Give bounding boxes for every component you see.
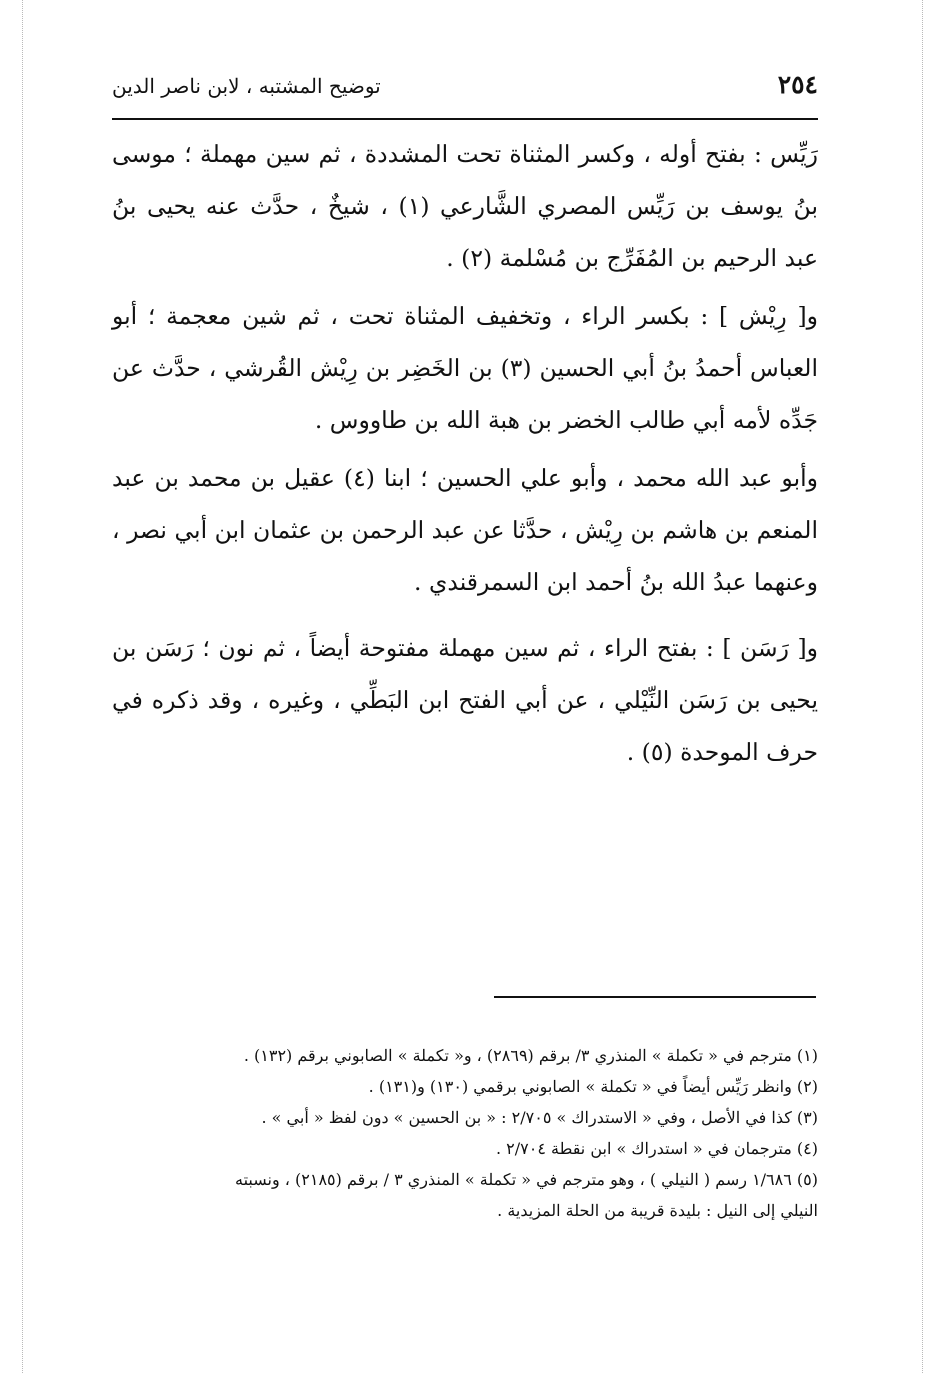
footnote-2 [112,1071,818,1102]
paragraph-raysh: و[ رِيْش ] : بكسر الراء ، وتخفيف المثناة تحت ، ثم شين معجمة ؛ أبو العباس أحمدُ بنُ أبي الحسين (٣) بن الخَضِر بن رِيْش القُرشي ، حدَّث عن جَدِّه لأمه أبي طالب الخضر بن هبة الله بن طاووس . [112,302,818,434]
footnotes [112,1040,818,1226]
footnote-continuation: النيلي إلى النيل : بليدة قريبة من الحلة المزيدية . [497,1201,818,1220]
footnote-3 [112,1102,818,1133]
footnote-1 [112,1040,818,1071]
header-rule [112,118,818,120]
footnote-4 [112,1133,818,1164]
paragraph-raysh-continued: وأبو عبد الله محمد ، وأبو علي الحسين ؛ ابنا (٤) عقيل بن محمد بن عبد المنعم بن هاشم بن رِيْش ، حدَّثا عن عبد الرحمن بن عثمان ابن أبي نصر ، وعنهما عبدُ الله بنُ أحمد ابن السمرقندي . [112,464,818,596]
running-title: توضيح المشتبه ، لابن ناصر الدين [112,74,381,98]
right-scan-guide [922,0,923,1373]
page-number: ٢٥٤ [777,70,818,99]
paragraph-rayyis: رَيِّس : بفتح أوله ، وكسر المثناة تحت المشددة ، ثم سين مهملة ؛ موسى بنُ يوسف بن رَيِّس المصري الشَّارعي (١) ، شيخٌ ، حدَّث عنه يحيى بنُ عبد الرحيم بن المُفَرِّج بن مُسْلمة (٢) . [112,140,818,272]
footnote-text: (١) مترجم في « تكملة » المنذري ٣/ برقم (٢٨٦٩) ، و« تكملة » الصابوني برقم (١٣٢) . [243,1046,818,1065]
footnote-text: (٢) وانظر رَيِّس أيضاً في « تكملة » الصابوني برقمي (١٣٠) و(١٣١) . [368,1077,818,1096]
footnote-5 [112,1164,818,1226]
page-header [112,64,818,116]
main-text [112,128,818,784]
footnote-text: (٤) مترجمان في « استدراك » ابن نقطة ٢/٧٠٤ . [495,1139,818,1158]
footnote-separator [494,996,816,998]
left-scan-guide [22,0,23,1373]
footnote-text: (٥) ١/٦٨٦ رسم ( النيلي ) ، وهو مترجم في « تكملة » المنذري ٣ / برقم (٢١٨٥) ، ونسبته [234,1170,818,1189]
footnote-text: (٣) كذا في الأصل ، وفي « الاستدراك » ٢/٧٠٥ : « بن الحسين » دون لفظ « أبي » . [261,1108,818,1127]
paragraph-rasan: و[ رَسَن ] : بفتح الراء ، ثم سين مهملة مفتوحة أيضاً ، ثم نون ؛ رَسَن بن يحيى بن رَسَن النِّيْلي ، عن أبي الفتح ابن البَطِّي ، وغيره ، وقد ذكره في حرف الموحدة (٥) . [112,634,818,766]
